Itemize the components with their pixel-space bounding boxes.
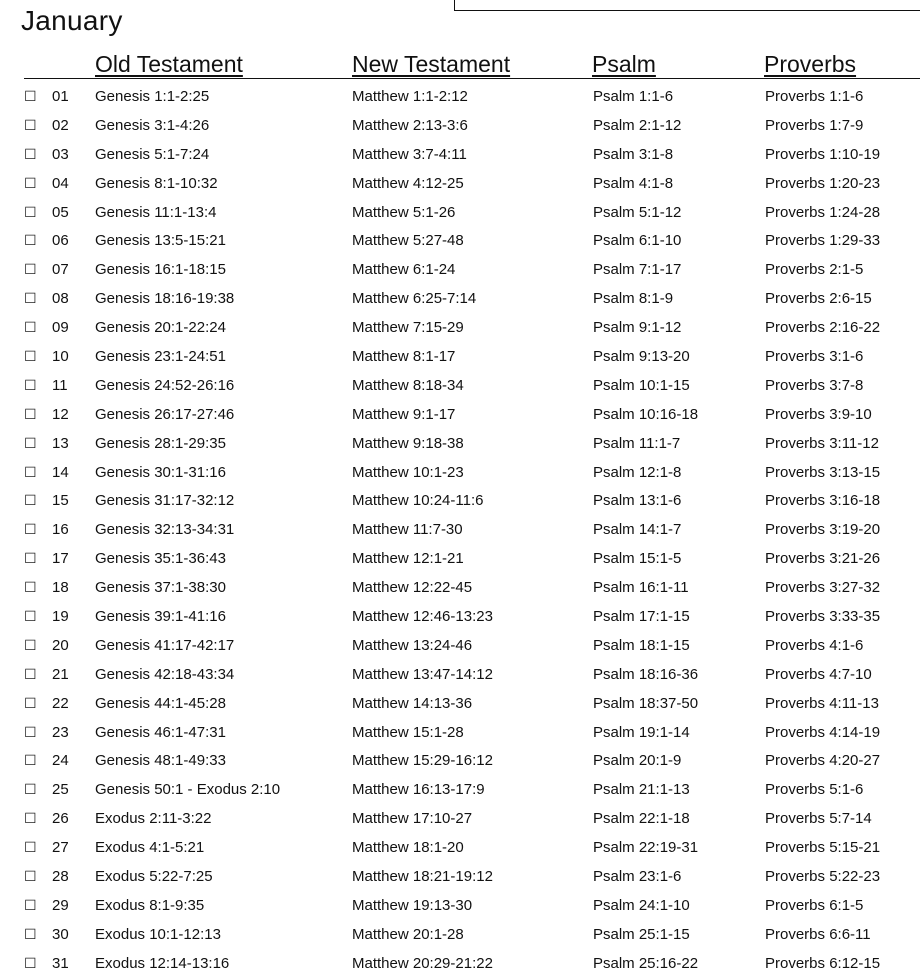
proverbs-reading: Proverbs 5:1-6	[765, 781, 864, 799]
table-row	[0, 545, 920, 574]
old-testament-reading: Genesis 50:1 - Exodus 2:10	[95, 781, 281, 799]
checkbox-icon[interactable]: ☐	[24, 435, 37, 452]
proverbs-reading: Proverbs 1:29-33	[765, 232, 881, 250]
psalm-reading: Psalm 16:1-11	[593, 579, 689, 597]
old-testament-reading: Exodus 4:1-5:21	[95, 839, 205, 857]
table-row	[0, 372, 920, 401]
old-testament-reading: Genesis 26:17-27:46	[95, 405, 235, 423]
checkbox-icon[interactable]: ☐	[24, 204, 37, 221]
proverbs-reading: Proverbs 5:15-21	[765, 839, 881, 857]
table-row	[0, 805, 920, 834]
new-testament-reading: Matthew 15:29-16:12	[352, 752, 493, 770]
new-testament-reading: Matthew 8:18-34	[352, 376, 464, 394]
new-testament-reading: Matthew 10:24-11:6	[352, 492, 484, 510]
checkbox-icon[interactable]: ☐	[24, 349, 37, 366]
day-number: 04	[52, 174, 69, 192]
proverbs-reading: Proverbs 6:6-11	[765, 925, 871, 943]
checkbox-icon[interactable]: ☐	[24, 840, 37, 857]
table-row	[0, 690, 920, 719]
psalm-reading: Psalm 8:1-9	[593, 290, 674, 308]
old-testament-reading: Exodus 2:11-3:22	[95, 810, 212, 828]
psalm-reading: Psalm 6:1-10	[593, 232, 682, 250]
psalm-reading: Psalm 9:1-12	[593, 319, 682, 337]
table-row	[0, 459, 920, 488]
proverbs-reading: Proverbs 3:1-6	[765, 348, 864, 366]
psalm-reading: Psalm 22:19-31	[593, 839, 699, 857]
old-testament-reading: Genesis 42:18-43:34	[95, 665, 235, 683]
old-testament-reading: Genesis 31:17-32:12	[95, 492, 235, 510]
new-testament-reading: Matthew 16:13-17:9	[352, 781, 485, 799]
psalm-reading: Psalm 11:1-7	[593, 434, 681, 452]
checkbox-icon[interactable]: ☐	[24, 320, 37, 337]
psalm-reading: Psalm 25:16-22	[593, 954, 699, 972]
proverbs-reading: Proverbs 3:19-20	[765, 521, 881, 539]
new-testament-reading: Matthew 13:24-46	[352, 636, 473, 654]
psalm-reading: Psalm 4:1-8	[593, 174, 674, 192]
psalm-reading: Psalm 9:13-20	[593, 348, 690, 366]
proverbs-reading: Proverbs 1:1-6	[765, 88, 864, 105]
old-testament-reading: Genesis 32:13-34:31	[95, 521, 235, 539]
proverbs-reading: Proverbs 4:7-10	[765, 665, 872, 683]
old-testament-reading: Genesis 30:1-31:16	[95, 463, 226, 481]
checkbox-icon[interactable]: ☐	[24, 609, 37, 626]
table-row	[0, 83, 920, 112]
day-number: 16	[52, 521, 69, 539]
checkbox-icon[interactable]: ☐	[24, 955, 37, 972]
old-testament-reading: Genesis 13:5-15:21	[95, 232, 226, 250]
checkbox-icon[interactable]: ☐	[24, 146, 37, 163]
old-testament-reading: Genesis 28:1-29:35	[95, 434, 226, 452]
psalm-reading: Psalm 18:37-50	[593, 694, 699, 712]
checkbox-icon[interactable]: ☐	[24, 233, 37, 250]
new-testament-reading: Matthew 12:22-45	[352, 579, 473, 597]
day-number: 31	[52, 954, 69, 972]
new-testament-reading: Matthew 17:10-27	[352, 810, 473, 828]
day-number: 02	[52, 116, 69, 134]
day-number: 12	[52, 405, 69, 423]
checkbox-icon[interactable]: ☐	[24, 89, 37, 105]
day-number: 13	[52, 434, 69, 452]
old-testament-reading: Genesis 35:1-36:43	[95, 550, 226, 568]
table-row	[0, 661, 920, 690]
proverbs-reading: Proverbs 3:33-35	[765, 608, 881, 626]
checkbox-icon[interactable]: ☐	[24, 117, 37, 134]
new-testament-reading: Matthew 5:1-26	[352, 203, 456, 221]
table-row	[0, 574, 920, 603]
old-testament-reading: Genesis 39:1-41:16	[95, 608, 226, 626]
proverbs-reading: Proverbs 4:20-27	[765, 752, 881, 770]
month-title: January	[21, 5, 123, 36]
old-testament-reading: Genesis 24:52-26:16	[95, 376, 235, 394]
day-number: 22	[52, 694, 69, 712]
new-testament-reading: Matthew 2:13-3:6	[352, 116, 468, 134]
day-number: 30	[52, 925, 69, 943]
table-row	[0, 401, 920, 430]
new-testament-reading: Matthew 15:1-28	[352, 723, 464, 741]
table-row	[0, 343, 920, 372]
proverbs-reading: Proverbs 1:7-9	[765, 116, 864, 134]
psalm-reading: Psalm 7:1-17	[593, 261, 682, 279]
checkbox-icon[interactable]: ☐	[24, 262, 37, 279]
checkbox-icon[interactable]: ☐	[24, 869, 37, 886]
new-testament-reading: Matthew 8:1-17	[352, 348, 456, 366]
old-testament-reading: Exodus 8:1-9:35	[95, 896, 205, 914]
psalm-reading: Psalm 1:1-6	[593, 88, 674, 105]
proverbs-reading: Proverbs 3:27-32	[765, 579, 881, 597]
checkbox-icon[interactable]: ☐	[24, 522, 37, 539]
new-testament-reading: Matthew 10:1-23	[352, 463, 464, 481]
psalm-reading: Psalm 2:1-12	[593, 116, 682, 134]
old-testament-reading: Exodus 10:1-12:13	[95, 925, 221, 943]
table-row	[0, 892, 920, 921]
old-testament-reading: Genesis 16:1-18:15	[95, 261, 226, 279]
psalm-reading: Psalm 12:1-8	[593, 463, 682, 481]
old-testament-reading: Genesis 11:1-13:4	[95, 203, 217, 221]
new-testament-reading: Matthew 4:12-25	[352, 174, 464, 192]
top-frame-border	[454, 0, 920, 11]
checkbox-icon[interactable]: ☐	[24, 695, 37, 712]
table-row	[0, 227, 920, 256]
checkbox-icon[interactable]: ☐	[24, 637, 37, 654]
day-number: 25	[52, 781, 69, 799]
table-row	[0, 632, 920, 661]
new-testament-reading: Matthew 5:27-48	[352, 232, 464, 250]
old-testament-reading: Genesis 18:16-19:38	[95, 290, 235, 308]
psalm-reading: Psalm 25:1-15	[593, 925, 690, 943]
old-testament-reading: Genesis 37:1-38:30	[95, 579, 226, 597]
psalm-reading: Psalm 14:1-7	[593, 521, 682, 539]
psalm-reading: Psalm 5:1-12	[593, 203, 682, 221]
table-row	[0, 603, 920, 632]
column-header-row	[24, 50, 920, 79]
checkbox-icon[interactable]: ☐	[24, 753, 37, 770]
psalm-reading: Psalm 10:16-18	[593, 405, 699, 423]
checkbox-icon[interactable]: ☐	[24, 811, 37, 828]
old-testament-reading: Exodus 5:22-7:25	[95, 868, 213, 886]
checkbox-icon[interactable]: ☐	[24, 926, 37, 943]
old-testament-reading: Genesis 44:1-45:28	[95, 694, 226, 712]
table-row	[0, 487, 920, 516]
new-testament-reading: Matthew 13:47-14:12	[352, 665, 493, 683]
day-number: 11	[52, 376, 68, 394]
day-number: 21	[52, 665, 69, 683]
proverbs-reading: Proverbs 5:7-14	[765, 810, 872, 828]
day-number: 20	[52, 636, 69, 654]
new-testament-reading: Matthew 12:46-13:23	[352, 608, 493, 626]
checkbox-icon[interactable]: ☐	[24, 724, 37, 741]
old-testament-reading: Genesis 46:1-47:31	[95, 723, 226, 741]
psalm-reading: Psalm 20:1-9	[593, 752, 682, 770]
checkbox-icon[interactable]: ☐	[24, 493, 37, 510]
new-testament-reading: Matthew 9:18-38	[352, 434, 464, 452]
proverbs-reading: Proverbs 3:16-18	[765, 492, 881, 510]
table-row	[0, 950, 920, 979]
table-row	[0, 170, 920, 199]
proverbs-reading: Proverbs 4:1-6	[765, 636, 864, 654]
old-testament-reading: Exodus 12:14-13:16	[95, 954, 230, 972]
header-psalm: Psalm	[592, 51, 656, 77]
psalm-reading: Psalm 18:16-36	[593, 665, 699, 683]
proverbs-reading: Proverbs 3:11-12	[765, 434, 879, 452]
old-testament-reading: Genesis 3:1-4:26	[95, 116, 210, 134]
old-testament-reading: Genesis 1:1-2:25	[95, 88, 210, 105]
old-testament-reading: Genesis 20:1-22:24	[95, 319, 226, 337]
proverbs-reading: Proverbs 3:7-8	[765, 376, 864, 394]
day-number: 09	[52, 319, 69, 337]
new-testament-reading: Matthew 20:1-28	[352, 925, 464, 943]
psalm-reading: Psalm 3:1-8	[593, 145, 674, 163]
day-number: 24	[52, 752, 69, 770]
old-testament-reading: Genesis 8:1-10:32	[95, 174, 218, 192]
proverbs-reading: Proverbs 1:24-28	[765, 203, 881, 221]
psalm-reading: Psalm 18:1-15	[593, 636, 690, 654]
checkbox-icon[interactable]: ☐	[24, 377, 37, 394]
table-row	[0, 921, 920, 950]
new-testament-reading: Matthew 6:1-24	[352, 261, 456, 279]
checkbox-icon[interactable]: ☐	[24, 666, 37, 683]
header-old-testament: Old Testament	[95, 51, 243, 77]
new-testament-reading: Matthew 11:7-30	[352, 521, 463, 539]
proverbs-reading: Proverbs 3:9-10	[765, 405, 872, 423]
new-testament-reading: Matthew 3:7-4:11	[352, 145, 467, 163]
table-row	[0, 314, 920, 343]
new-testament-reading: Matthew 9:1-17	[352, 405, 456, 423]
day-number: 27	[52, 839, 69, 857]
proverbs-reading: Proverbs 6:12-15	[765, 954, 881, 972]
proverbs-reading: Proverbs 3:21-26	[765, 550, 881, 568]
checkbox-icon[interactable]: ☐	[24, 291, 37, 308]
table-row	[0, 256, 920, 285]
proverbs-reading: Proverbs 5:22-23	[765, 868, 881, 886]
psalm-reading: Psalm 21:1-13	[593, 781, 690, 799]
proverbs-reading: Proverbs 4:11-13	[765, 694, 879, 712]
day-number: 26	[52, 810, 69, 828]
table-row	[0, 285, 920, 314]
old-testament-reading: Genesis 41:17-42:17	[95, 636, 235, 654]
new-testament-reading: Matthew 6:25-7:14	[352, 290, 477, 308]
table-row	[0, 199, 920, 228]
checkbox-icon[interactable]: ☐	[24, 782, 37, 799]
psalm-reading: Psalm 15:1-5	[593, 550, 682, 568]
day-number: 14	[52, 463, 69, 481]
day-number: 17	[52, 550, 69, 568]
psalm-reading: Psalm 22:1-18	[593, 810, 690, 828]
reading-plan-table	[0, 83, 920, 979]
psalm-reading: Psalm 17:1-15	[593, 608, 690, 626]
table-row	[0, 112, 920, 141]
new-testament-reading: Matthew 18:21-19:12	[352, 868, 493, 886]
checkbox-icon[interactable]: ☐	[24, 897, 37, 914]
psalm-reading: Psalm 10:1-15	[593, 376, 690, 394]
table-row	[0, 719, 920, 748]
day-number: 08	[52, 290, 69, 308]
new-testament-reading: Matthew 19:13-30	[352, 896, 473, 914]
table-row	[0, 863, 920, 892]
day-number: 10	[52, 348, 69, 366]
checkbox-icon[interactable]: ☐	[24, 464, 37, 481]
new-testament-reading: Matthew 1:1-2:12	[352, 88, 468, 105]
new-testament-reading: Matthew 14:13-36	[352, 694, 473, 712]
table-row	[0, 516, 920, 545]
psalm-reading: Psalm 23:1-6	[593, 868, 682, 886]
table-row	[0, 430, 920, 459]
header-new-testament: New Testament	[352, 51, 511, 77]
new-testament-reading: Matthew 18:1-20	[352, 839, 464, 857]
proverbs-reading: Proverbs 2:6-15	[765, 290, 872, 308]
psalm-reading: Psalm 24:1-10	[593, 896, 690, 914]
day-number: 03	[52, 145, 69, 163]
proverbs-reading: Proverbs 6:1-5	[765, 896, 864, 914]
psalm-reading: Psalm 19:1-14	[593, 723, 690, 741]
table-row	[0, 747, 920, 776]
day-number: 01	[52, 88, 69, 105]
table-row	[0, 776, 920, 805]
checkbox-icon[interactable]: ☐	[24, 175, 37, 192]
day-number: 15	[52, 492, 69, 510]
table-row	[0, 834, 920, 863]
proverbs-reading: Proverbs 3:13-15	[765, 463, 881, 481]
checkbox-icon[interactable]: ☐	[24, 551, 37, 568]
table-row	[0, 141, 920, 170]
day-number: 18	[52, 579, 69, 597]
proverbs-reading: Proverbs 4:14-19	[765, 723, 881, 741]
day-number: 19	[52, 608, 69, 626]
proverbs-reading: Proverbs 1:10-19	[765, 145, 881, 163]
proverbs-reading: Proverbs 2:16-22	[765, 319, 881, 337]
checkbox-icon[interactable]: ☐	[24, 406, 37, 423]
old-testament-reading: Genesis 23:1-24:51	[95, 348, 226, 366]
day-number: 23	[52, 723, 69, 741]
proverbs-reading: Proverbs 1:20-23	[765, 174, 881, 192]
psalm-reading: Psalm 13:1-6	[593, 492, 682, 510]
day-number: 28	[52, 868, 69, 886]
new-testament-reading: Matthew 12:1-21	[352, 550, 464, 568]
header-proverbs: Proverbs	[764, 51, 857, 77]
day-number: 06	[52, 232, 69, 250]
day-number: 29	[52, 896, 69, 914]
new-testament-reading: Matthew 20:29-21:22	[352, 954, 493, 972]
checkbox-icon[interactable]: ☐	[24, 580, 37, 597]
new-testament-reading: Matthew 7:15-29	[352, 319, 464, 337]
day-number: 05	[52, 203, 69, 221]
day-number: 07	[52, 261, 69, 279]
proverbs-reading: Proverbs 2:1-5	[765, 261, 864, 279]
old-testament-reading: Genesis 5:1-7:24	[95, 145, 210, 163]
old-testament-reading: Genesis 48:1-49:33	[95, 752, 226, 770]
